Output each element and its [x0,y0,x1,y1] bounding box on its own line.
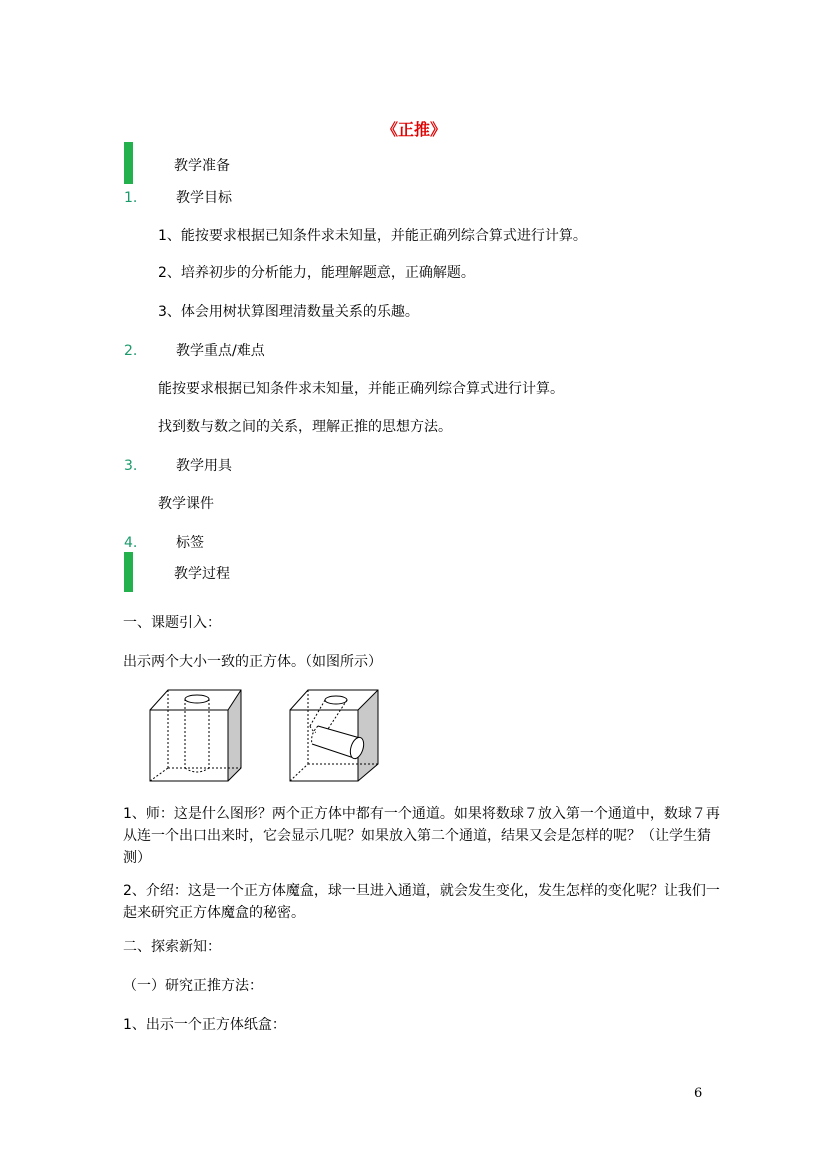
paragraph-question: 1、师：这是什么图形？两个正方体中都有一个通道。如果将数球７放入第一个通道中，数球７再从连一个出口出来时，它会显示几呢？如果放入第二个通道，结果又会是怎样的呢？（让学生猜测） [123,806,720,866]
item-label-1: 教学目标 [176,190,232,206]
keypoint-2: 找到数与数之间的关系，理解正推的思想方法。 [158,419,452,435]
goal-2: 2、培养初步的分析能力，能理解题意，正确解题。 [158,265,475,281]
item-label-3: 教学用具 [176,458,232,474]
sub-heading: （一）研究正推方法： [123,978,263,994]
tools-text: 教学课件 [158,496,214,512]
item-label-2: 教学重点/难点 [176,343,265,359]
section-heading-prep: 教学准备 [174,158,230,174]
section-marker [124,552,133,592]
item-number-2: 2. [124,343,138,359]
item-number-3: 3. [124,458,138,474]
page-number: 6 [694,1086,703,1101]
goal-1: 1、能按要求根据已知条件求未知量，并能正确列综合算式进行计算。 [158,228,587,244]
goal-3: 3、体会用树状算图理清数量关系的乐趣。 [158,304,419,320]
page-title: 《正推》 [382,120,447,139]
section-marker [124,142,133,184]
keypoint-1: 能按要求根据已知条件求未知量，并能正确列综合算式进行计算。 [158,381,564,397]
item-number-1: 1. [124,190,138,206]
section-heading-process: 教学过程 [174,566,230,582]
cube-bent-tunnel-figure [288,688,388,784]
intro-heading: 一、课题引入： [123,615,221,631]
paragraph-intro: 2、介绍：这是一个正方体魔盒，球一旦进入通道，就会发生变化，发生怎样的变化呢？让我们一起来研究正方体魔盒的秘密。 [123,883,720,921]
cube-vertical-tunnel-figure [148,688,248,784]
item-label-4: 标签 [176,535,204,551]
item-number-4: 4. [124,535,138,551]
step-1: 1、出示一个正方体纸盒： [123,1017,286,1033]
show-cubes-text: 出示两个大小一致的正方体。（如图所示） [123,654,382,670]
explore-heading: 二、探索新知： [123,939,221,955]
